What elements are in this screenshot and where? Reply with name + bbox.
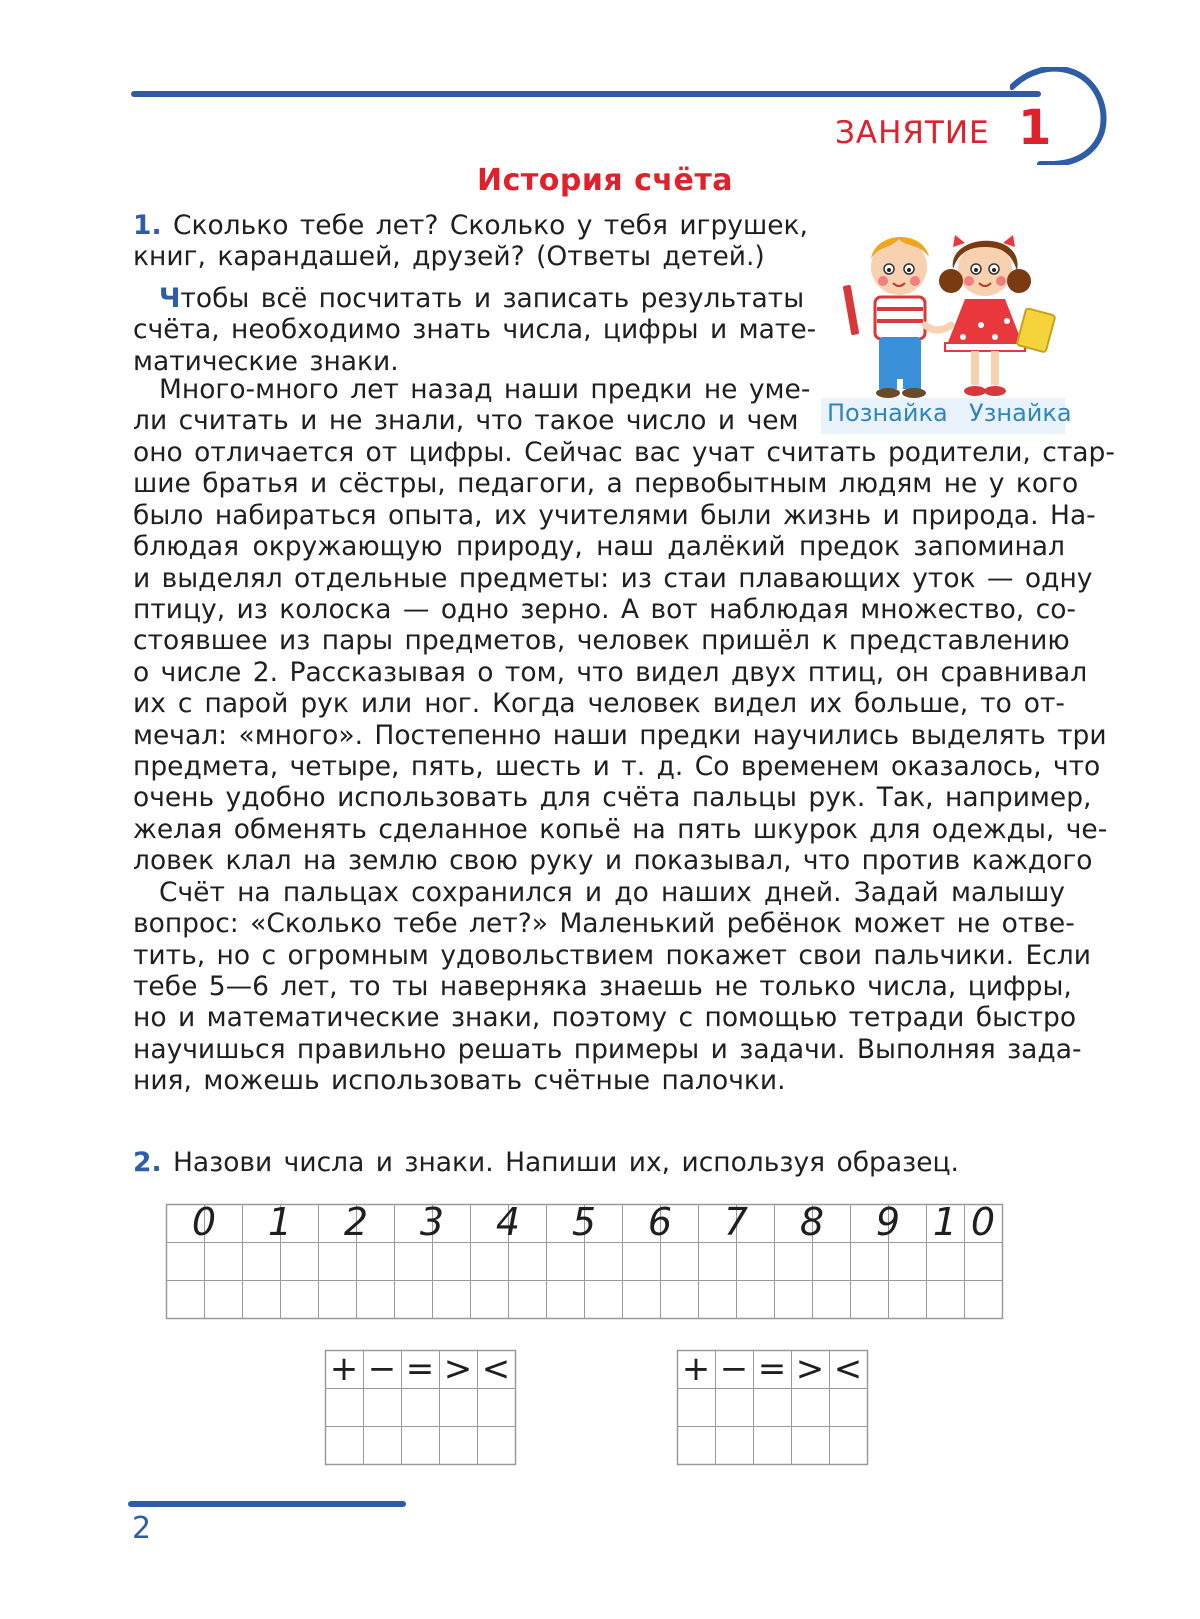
paragraph-intro: [133, 283, 817, 377]
page-number: 2: [132, 1511, 152, 1546]
header-rule: [131, 91, 1041, 97]
task-1-line: книг, карандашей, друзей? (Ответы детей.): [133, 241, 765, 273]
text-line: оно отличается от цифры. Сейчас вас учат считать родители, стар-: [133, 437, 1115, 468]
digit-sample: 3: [419, 1200, 445, 1244]
digit-sample: 2: [343, 1200, 369, 1244]
digit-sample: 9: [875, 1200, 901, 1244]
drop-cap: Ч: [159, 283, 181, 314]
text-line: о числе 2. Рассказывая о том, что видел двух птиц, он сравнивал: [133, 656, 1088, 688]
text-line: блюдая окружающую природу, наш далёкий предок запоминал: [133, 531, 1065, 563]
task-1-number: 1.: [133, 210, 162, 241]
text-line: было набираться опыта, их учителями были жизнь и природа. На-: [133, 499, 1096, 531]
page-title: История счёта: [477, 163, 733, 198]
lesson-label: ЗАНЯТИЕ: [835, 115, 990, 151]
sign-sample: −: [719, 1349, 749, 1389]
text-line: научишься правильно решать примеры и задачи. Выполняя зада-: [133, 1033, 1082, 1065]
sign-writing-grid-left: [325, 1350, 525, 1470]
text-line: ловек клал на землю свою руку и показывал, что против каждого: [133, 845, 1093, 877]
digit-sample: 0: [970, 1200, 996, 1244]
boy-figure: [843, 237, 929, 398]
text-line: тить, но с огромным удовольствием покажет свои пальчики. Если: [133, 939, 1091, 971]
digit-sample: 8: [799, 1200, 825, 1244]
digit-sample: 6: [647, 1200, 673, 1244]
text-line: мечал: «много». Постепенно наши предки научились выделять три: [133, 719, 1107, 751]
text-line: птицу, из колоска — одно зерно. А вот наблюдая множество, со-: [133, 594, 1076, 626]
text-line: тебе 5—6 лет, то ты наверняка знаешь не только числа, цифры,: [133, 970, 1072, 1002]
digit-sample: 7: [723, 1200, 749, 1244]
sign-sample: +: [329, 1349, 359, 1389]
text-line: матические знаки.: [133, 345, 399, 377]
text-line: вопрос: «Сколько тебе лет?» Маленький ребёнок может не отве-: [133, 908, 1075, 940]
text-line: тобы всё посчитать и записать результаты: [180, 283, 805, 314]
sign-sample: −: [367, 1349, 397, 1389]
sign-sample: >: [443, 1349, 473, 1389]
sign-writing-grid-right: [677, 1350, 877, 1470]
digit-writing-grid: [166, 1200, 1026, 1324]
sign-sample: =: [405, 1349, 435, 1389]
sign-sample: >: [795, 1349, 825, 1389]
sign-sample: +: [681, 1349, 711, 1389]
digit-sample: 4: [495, 1200, 521, 1244]
paragraph-history: [133, 437, 1115, 1097]
text-line: Счёт на пальцах сохранился и до наших дней. Задай малышу: [159, 876, 1065, 908]
text-line: очень удобно использовать для счёта пальцы рук. Так, например,: [133, 782, 1092, 814]
text-line: желая обменять сделанное копьё на пять шкурок для одежды, че-: [133, 813, 1108, 845]
digit-sample: 1: [267, 1200, 293, 1244]
sign-sample: <: [833, 1349, 863, 1389]
text-line: но и математические знаки, поэтому с помощью тетради быстро: [133, 1002, 1077, 1034]
sign-sample: <: [481, 1349, 511, 1389]
digit-sample: 1: [932, 1200, 958, 1244]
task-2: [133, 1147, 959, 1178]
footer-rule: [128, 1501, 406, 1507]
sign-sample: =: [757, 1349, 787, 1389]
text-line: предмета, четыре, пять, шесть и т. д. Со временем оказалось, что: [133, 751, 1101, 783]
text-line: их с парой рук или ног. Когда человек видел их больше, то от-: [133, 688, 1065, 720]
digit-sample: 5: [571, 1200, 597, 1244]
task-2-number: 2.: [133, 1147, 162, 1178]
text-line: ли считать и не знали, что такое число и чем: [133, 405, 799, 437]
girl-figure: [939, 235, 1055, 396]
text-line: шие братья и сёстры, педагоги, а первобытным людям не у кого: [133, 468, 1079, 500]
lesson-number: 1: [1018, 100, 1052, 156]
text-line: Много-много лет назад наши предки не уме-: [159, 374, 811, 405]
caption-uznaika: Узнайка: [969, 399, 1072, 427]
caption-poznaika: Познайка: [827, 399, 948, 427]
paragraph-history-narrow: [133, 374, 811, 437]
text-line: счёта, необходимо знать числа, цифры и мате-: [133, 314, 817, 346]
text-line: и выделял отдельные предметы: из стаи плавающих уток — одну: [133, 562, 1093, 594]
digit-sample: 0: [191, 1200, 217, 1244]
text-line: ния, можешь использовать счётные палочки.: [133, 1065, 786, 1097]
kids-illustration: [835, 225, 1065, 405]
text-line: стоявшее из пары предметов, человек пришёл к представлению: [133, 625, 1070, 657]
task-1: [133, 210, 808, 273]
task-2-text: Назови числа и знаки. Напиши их, используя образец.: [172, 1147, 959, 1178]
task-1-line: Сколько тебе лет? Сколько у тебя игрушек,: [172, 210, 808, 241]
